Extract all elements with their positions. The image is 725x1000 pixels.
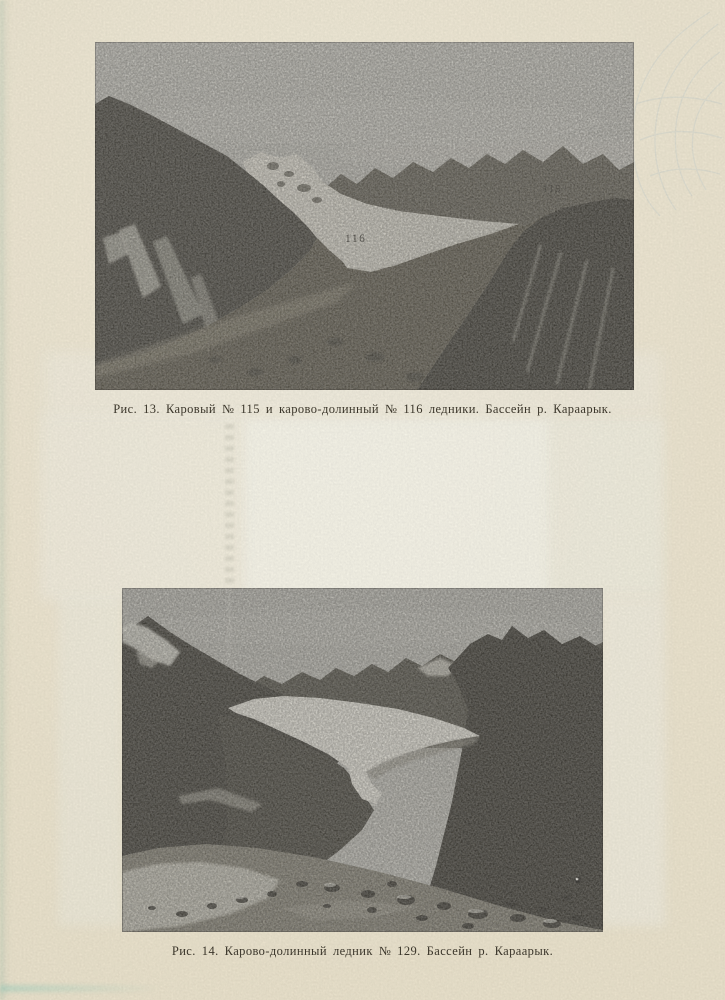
- paper-discoloration-lower-left: [58, 596, 122, 926]
- figure-13-caption: Рис. 13. Каровый № 115 и карово-долинный № 116 ледники. Бассейн р. Караарык.: [113, 402, 612, 416]
- paper-discoloration-lower-right: [601, 596, 665, 926]
- figure-13-photo: [95, 42, 634, 390]
- scan-edge-streak: [0, 985, 160, 992]
- figure-14-photo: [122, 588, 603, 932]
- paper-discoloration-middle-left: [40, 414, 246, 600]
- photo13-grain-light: [95, 42, 634, 390]
- paper-discoloration-middle-right: [548, 418, 664, 596]
- scan-edge-tint: [0, 0, 12, 1000]
- figure-14-caption: Рис. 14. Карово-долинный ледник № 129. Бассейн р. Караарык.: [171, 944, 554, 958]
- paper-discoloration-middle: [244, 418, 550, 600]
- photo13-label-116: 116: [345, 233, 367, 245]
- photo13-label-115: 115: [543, 184, 562, 195]
- reverse-page-text-bleed: [225, 424, 234, 596]
- photo14-grain-light: [122, 588, 603, 932]
